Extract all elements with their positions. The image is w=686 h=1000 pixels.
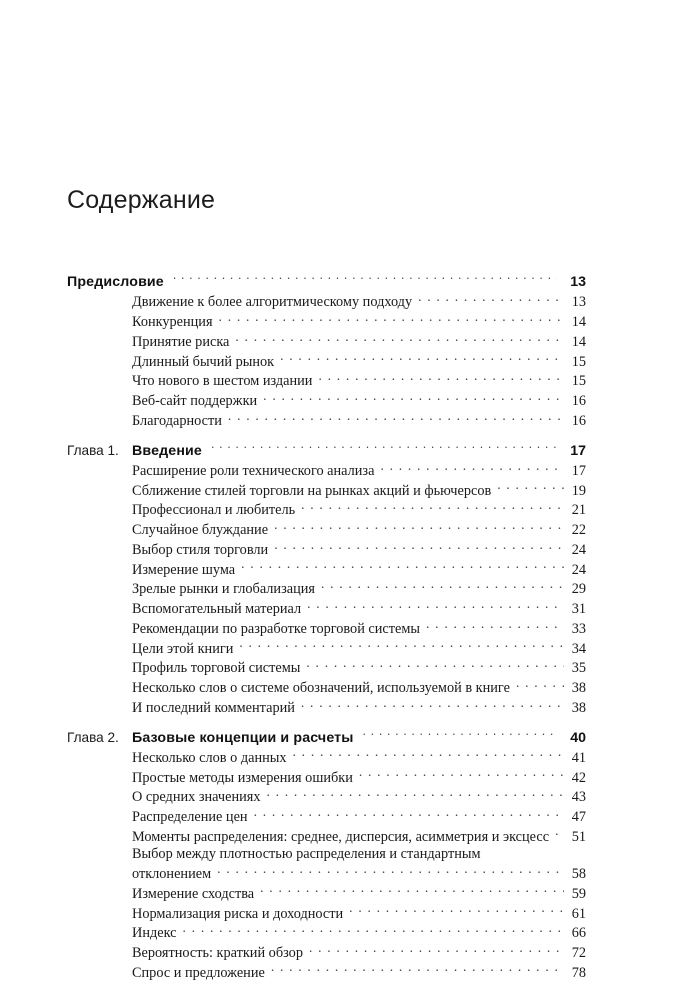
toc-entry-label: Измерение сходства [132, 885, 255, 902]
toc-entry[interactable] [132, 599, 586, 619]
toc-entry-label: Веб-сайт поддержки [132, 393, 258, 410]
section-spacer [67, 430, 586, 440]
toc-entry-label: Рекомендации по разработке торговой системы [132, 620, 421, 637]
leader-dots [555, 827, 564, 841]
leader-dots [271, 963, 564, 977]
toc-entry-page: 43 [571, 789, 586, 806]
toc-entry-page: 47 [571, 809, 586, 826]
toc-entry[interactable] [132, 480, 586, 500]
toc-entry-label: Профессионал и любитель [132, 502, 296, 519]
leader-dots [266, 787, 564, 801]
toc-entry-label: Моменты распределения: среднее, дисперсия, асимметрия и эксцесс [132, 828, 550, 845]
leader-dots [235, 332, 564, 346]
leader-dots [183, 923, 564, 937]
toc-entry[interactable] [132, 678, 586, 698]
toc-entry[interactable] [132, 903, 586, 923]
toc-entry-label: Сближение стилей торговли на рынках акций и фьючерсов [132, 482, 492, 499]
toc-entry-label: Измерение шума [132, 561, 236, 578]
toc-entry-label: Длинный бычий рынок [132, 353, 275, 370]
leader-dots [239, 638, 564, 652]
toc-entry-label: Движение к более алгоритмическому подходу [132, 294, 413, 311]
toc-entry-list [132, 292, 586, 430]
toc-entry[interactable] [132, 411, 586, 431]
leader-dots [516, 678, 564, 692]
toc-entry-label: Профиль торговой системы [132, 660, 301, 677]
toc-chapter-number: Глава 1. [67, 442, 119, 458]
toc-entry[interactable] [132, 559, 586, 579]
toc-entry[interactable] [132, 579, 586, 599]
toc-entry-page: 35 [571, 660, 586, 677]
toc-section-page: 13 [570, 274, 586, 291]
toc-section-header[interactable] [67, 727, 586, 747]
toc-entry-page: 38 [571, 699, 586, 716]
toc-entry-label: Что нового в шестом издании [132, 373, 313, 390]
toc-entry-label: Благодарности [132, 412, 222, 429]
leader-dots [418, 292, 564, 306]
toc-entry[interactable] [132, 332, 586, 352]
leader-dots [241, 559, 564, 573]
toc-entry-list [132, 748, 586, 983]
toc-section-page: 40 [570, 729, 586, 746]
toc-entry-list [132, 461, 586, 718]
toc-entry-page: 58 [571, 866, 586, 883]
table-of-contents [67, 272, 586, 982]
toc-entry-label: Простые методы измерения ошибки [132, 769, 353, 786]
toc-entry[interactable] [132, 619, 586, 639]
toc-entry-page: 34 [571, 640, 586, 657]
toc-section [67, 272, 586, 430]
toc-entry-continuation [132, 864, 586, 884]
toc-entry[interactable] [132, 943, 586, 963]
toc-entry-page: 17 [571, 462, 586, 479]
leader-dots [274, 520, 564, 534]
leader-dots [293, 748, 564, 762]
toc-entry-label: Зрелые рынки и глобализация [132, 581, 315, 598]
toc-entry-page: 16 [571, 412, 586, 429]
leader-dots [426, 619, 564, 633]
toc-entry-label: Спрос и предложение [132, 964, 265, 981]
toc-entry[interactable] [132, 884, 586, 904]
toc-entry-page: 78 [571, 964, 586, 981]
toc-section-title: Предисловие [67, 274, 164, 291]
toc-chapter-number: Глава 2. [67, 729, 119, 745]
toc-entry-page: 29 [571, 581, 586, 598]
toc-entry-label: И последний комментарий [132, 699, 295, 716]
page-title: Содержание [67, 186, 216, 214]
toc-section-header[interactable] [67, 440, 586, 460]
toc-entry[interactable] [132, 767, 586, 787]
toc-entry[interactable] [132, 846, 586, 883]
section-spacer [67, 717, 586, 727]
toc-entry-page: 21 [571, 502, 586, 519]
toc-entry-label: Распределение цен [132, 809, 248, 826]
toc-entry-label: Случайное блуждание [132, 522, 269, 539]
leader-dots [260, 884, 564, 898]
toc-entry[interactable] [132, 391, 586, 411]
leader-dots [307, 599, 564, 613]
toc-entry-page: 42 [571, 769, 586, 786]
leader-dots [274, 540, 564, 554]
toc-entry-page: 72 [571, 945, 586, 962]
toc-entry[interactable] [132, 827, 586, 847]
toc-entry-label: Выбор стиля торговли [132, 541, 269, 558]
leader-dots [497, 480, 564, 494]
toc-entry-page: 19 [571, 482, 586, 499]
leader-dots [301, 500, 564, 514]
toc-entry[interactable] [132, 963, 586, 983]
leader-dots [217, 864, 564, 878]
toc-entry[interactable] [132, 807, 586, 827]
toc-entry-page: 24 [571, 541, 586, 558]
toc-entry-page: 61 [571, 905, 586, 922]
toc-entry-label: Несколько слов о данных [132, 749, 287, 766]
leader-dots [321, 579, 564, 593]
toc-entry-page: 16 [571, 393, 586, 410]
leader-dots [363, 727, 557, 741]
toc-entry[interactable] [132, 520, 586, 540]
toc-section [67, 727, 586, 982]
toc-entry-page: 59 [571, 885, 586, 902]
leader-dots [349, 903, 564, 917]
toc-section [67, 440, 586, 717]
toc-entry[interactable] [132, 748, 586, 768]
toc-entry[interactable] [132, 638, 586, 658]
toc-entry-page: 41 [571, 749, 586, 766]
toc-entry[interactable] [132, 371, 586, 391]
toc-entry-label: Принятие риска [132, 333, 230, 350]
leader-dots [211, 440, 557, 454]
leader-dots [173, 272, 557, 286]
toc-entry[interactable] [132, 698, 586, 718]
toc-entry-label: Несколько слов о системе обозначений, используемой в книге [132, 680, 510, 697]
toc-section-title: Базовые концепции и расчеты [132, 729, 354, 746]
toc-entry-label: отклонением [132, 866, 212, 883]
toc-entry[interactable] [132, 312, 586, 332]
toc-entry[interactable] [132, 658, 586, 678]
leader-dots [318, 371, 564, 385]
toc-entry[interactable] [132, 292, 586, 312]
toc-entry-page: 66 [571, 925, 586, 942]
toc-entry[interactable] [132, 351, 586, 371]
toc-entry-label: Нормализация риска и доходности [132, 905, 344, 922]
toc-entry-label: Вспомогательный материал [132, 601, 302, 618]
toc-entry[interactable] [132, 540, 586, 560]
toc-entry-label: Конкуренция [132, 314, 213, 331]
leader-dots [359, 767, 564, 781]
toc-entry-page: 24 [571, 561, 586, 578]
toc-entry-label: Вероятность: краткий обзор [132, 945, 303, 962]
leader-dots [263, 391, 564, 405]
toc-entry-page: 38 [571, 680, 586, 697]
toc-entry-page: 14 [571, 333, 586, 350]
leader-dots [380, 461, 564, 475]
leader-dots [254, 807, 564, 821]
toc-entry-page: 13 [571, 294, 586, 311]
toc-entry-page: 31 [571, 601, 586, 618]
toc-entry-page: 15 [571, 373, 586, 390]
leader-dots [219, 312, 564, 326]
leader-dots [309, 943, 564, 957]
leader-dots [280, 351, 564, 365]
leader-dots [306, 658, 564, 672]
leader-dots [228, 411, 564, 425]
toc-entry-page: 22 [571, 522, 586, 539]
toc-entry[interactable] [132, 461, 586, 481]
toc-entry[interactable] [132, 787, 586, 807]
toc-entry-label: Цели этой книги [132, 640, 234, 657]
toc-entry-page: 51 [571, 828, 586, 845]
toc-entry-page: 15 [571, 353, 586, 370]
toc-entry[interactable] [132, 923, 586, 943]
toc-section-header[interactable] [67, 272, 586, 292]
toc-entry-page: 14 [571, 314, 586, 331]
toc-entry-label: Расширение роли технического анализа [132, 462, 375, 479]
toc-entry-label-line1: Выбор между плотностью распределения и стандартным [132, 846, 481, 863]
toc-entry-label: О средних значениях [132, 789, 261, 806]
leader-dots [301, 698, 564, 712]
toc-section-title: Введение [132, 442, 202, 459]
toc-section-page: 17 [570, 442, 586, 459]
toc-entry[interactable] [132, 500, 586, 520]
toc-entry-page: 33 [571, 620, 586, 637]
toc-entry-label: Индекс [132, 925, 177, 942]
